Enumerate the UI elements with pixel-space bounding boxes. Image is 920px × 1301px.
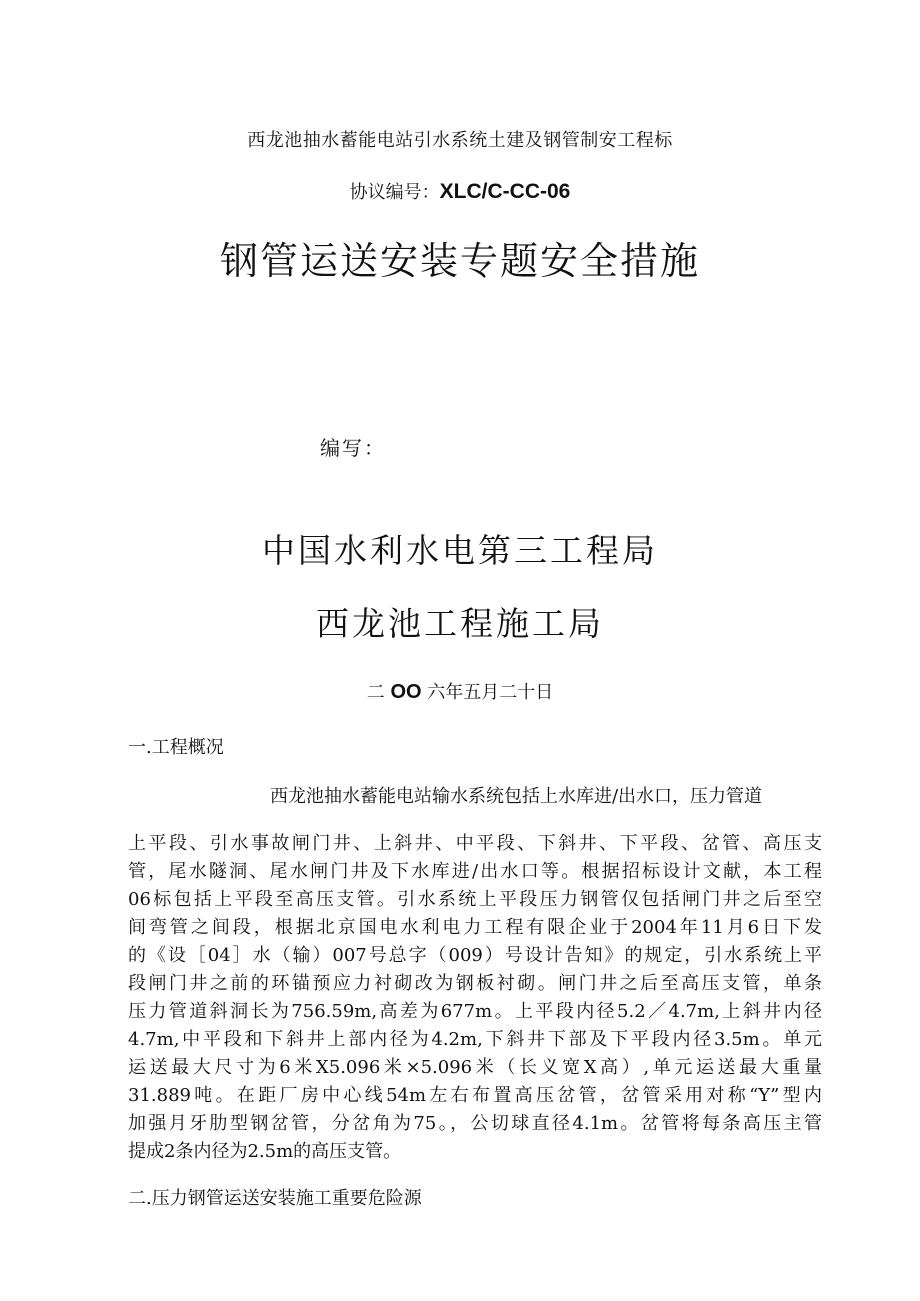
- document-date: [0, 678, 920, 704]
- organization-name: 中国水利水电第三工程局: [262, 531, 658, 570]
- body-line: 加强月牙肋型钢岔管，分岔角为75。，公切球直径4.1m。岔管将每条高压主管: [128, 1113, 822, 1134]
- date-prefix: 二: [366, 682, 385, 703]
- body-line: 压力管道斜洞长为756.59m,高差为677m。上平段内径5.2／4.7m,上斜井内径: [128, 1001, 822, 1022]
- body-line: 的《设［04］水（输）007号总字（009）号设计告知》的规定，引水系统上平: [128, 945, 822, 966]
- author-label: 编写：: [320, 436, 386, 460]
- body-line: 管，尾水隧洞、尾水闸门井及下水库进/出水口等。根据招标设计文献，本工程: [128, 861, 822, 882]
- body-line: 运送最大尺寸为6米X5.096米×5.096米（长义宽X高）,单元运送最大重量: [128, 1057, 822, 1078]
- body-line: 段闸门井之前的环锚预应力衬砌改为钢板衬砌。闸门井之后至高压支管，单条: [128, 973, 822, 994]
- overview-body: [128, 830, 822, 1166]
- document-title: 钢管运送安装专题安全措施: [219, 239, 700, 283]
- project-name: 西龙池抽水蓄能电站引水系统土建及钢管制安工程标: [247, 130, 673, 151]
- body-line: 间弯管之间段，根据北京国电水利电力工程有限企业于2004年11月6日下发: [128, 917, 822, 938]
- body-line: 4.7m,中平段和下斜井上部内径为4.2m,下斜井下部及下平段内径3.5m。单元: [128, 1029, 822, 1050]
- agreement-label: 协议编号：: [349, 182, 440, 203]
- agreement-number: [0, 178, 920, 204]
- overview-intro-line: 西龙池抽水蓄能电站输水系统包括上水库进/出水口，压力管道: [270, 786, 763, 807]
- section-heading-hazards: 二.压力钢管运送安装施工重要危险源: [128, 1188, 422, 1209]
- organization-branch: 西龙池工程施工局: [316, 604, 604, 643]
- body-line: 提成2条内径为2.5m的高压支管。: [128, 1141, 402, 1162]
- agreement-code: XLC/C-CC-06: [439, 180, 571, 203]
- section-heading-overview: 一.工程概况: [128, 737, 224, 758]
- date-suffix: 六年五月二十日: [427, 682, 554, 703]
- body-line: 31.889吨。在距厂房中心线54m左右布置高压岔管，岔管采用对称“Y”型内: [128, 1085, 822, 1106]
- body-line: 上平段、引水事故闸门井、上斜井、中平段、下斜井、下平段、岔管、高压支: [128, 833, 822, 854]
- date-oo: OO: [390, 681, 422, 703]
- body-line: 06标包括上平段至高压支管。引水系统上平段压力钢管仅包括闸门井之后至空: [128, 889, 822, 910]
